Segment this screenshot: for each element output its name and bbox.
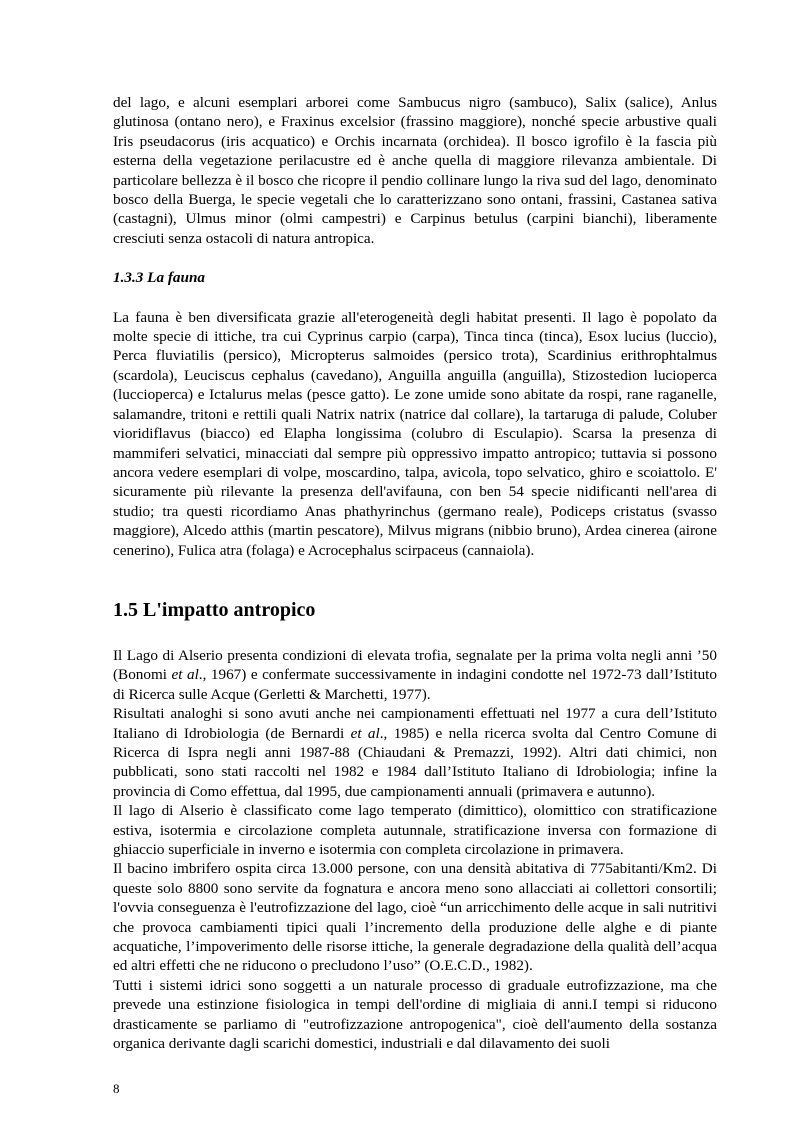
fauna-paragraph: La fauna è ben diversificata grazie all'eterogeneità degli habitat presenti. Il lago è popolato da molte specie di ittiche, tra cui Cyprinus carpio (carpa), Tinca tinca (tinca), Esox lucius (luccio), Perca fluviatilis (persico), Micropterus salmoides (persico trota), Scardinius erithrophtalmus (scardola), Leuciscus cephalus (cavedano), Anguilla anguilla (anguilla), Stizostedion lucioperca (luccioperca) e Ictalurus melas (pesce gatto). Le zone umide sono abitate da rospi, rane raganelle, salamandre, tritoni e rettili quali Natrix natrix (natrice dal collare), la tartaruga di palude, Coluber vioridiflavus (biacco) ed Elapha longissima (colubro di Esculapio). Scarsa la presenza di mammiferi selvatici, minacciati dal sempre più oppressivo impatto antropico; tuttavia si possono ancora vedere esemplari di volpe, moscardino, talpa, avicola, topo selvatico, ghiro e scoiattolo. E' sicuramente più rilevante la presenza dell'avifauna, con ben 54 specie nidificanti nell'area di studio; tra questi ricordiamo Anas phathyrinchus (germano reale), Podiceps cristatus (svasso maggiore), Alcedo atthis (martin pescatore), Milvus migrans (nibbio bruno), Ardea cinerea (airone cenerino), Fulica atra (folaga) e Acrocephalus scirpaceus (cannaiola). <box>113 308 717 559</box>
impatto-heading: 1.5 L'impatto antropico <box>113 598 316 621</box>
impatto-p2-text-b: ., 1985) e nella ricerca svolta dal Centro Comune di Ricerca di Ispra negli anni 1987-88 (Chiaudani & Premazzi, 1992). Altri dati chimici, non pubblicati, sono stati raccolti nel 1982 e 1984 dall’Istituto Italiano di Idrobiologia; infine la provincia di Como effettua, dal 1995, due campionamenti annuali (primavera e autunno). <box>113 724 718 800</box>
fauna-heading: 1.3.3 La fauna <box>113 269 205 287</box>
impatto-paragraph-1 <box>113 646 717 704</box>
continuation-paragraph: del lago, e alcuni esemplari arborei come Sambucus nigro (sambuco), Salix (salice), Anlus glutinosa (ontano nero), e Fraxinus excelsior (frassino maggiore), nonché specie arbustive quali Iris pseudacorus (iris acquatico) e Orchis incarnata (orchidea). Il bosco igrofilo è la fascia più esterna della vegetazione perilacustre ed è anche quella di maggiore rilevanza ambientale. Di particolare bellezza è il bosco che ricopre il pendio collinare lungo la riva sud del lago, denominato bosco della Buerga, le specie vegetali che lo caratterizzano sono ontani, frassini, Castanea sativa (castagni), Ulmus minor (olmi campestri) e Carpinus betulus (carpini bianchi), liberamente cresciuti senza ostacoli di natura antropica. <box>113 94 717 247</box>
impatto-paragraph-3: Il lago di Alserio è classificato come lago temperato (dimittico), olomittico con stratificazione estiva, isotermia e circolazione completa autunnale, stratificazione inversa con formazione di ghiaccio superficiale in inverno e isotermia con completa circolazione in primavera. <box>113 802 717 858</box>
page-content <box>113 93 717 1053</box>
impatto-p1-citation-etal: et al <box>171 666 199 684</box>
impatto-p1-text-a: Il Lago di Alserio presenta condizioni di elevata trofia, segnalate per la prima volta negli anni ’50 (Bonomi <box>113 646 717 684</box>
impatto-p2-text-a: Risultati analoghi si sono avuti anche nei campionamenti effettuati nel 1977 a cura dell’Istituto Italiano di Idrobiologia (de Bernardi <box>113 705 717 742</box>
impatto-paragraph-5: Tutti i sistemi idrici sono soggetti a un naturale processo di graduale eutrofizzazione, ma che prevede una estinzione fisiologica in tempi dell'ordine di migliaia di anni.I tempi si riducono drasticamente se parliamo di "eutrofizzazione antropogenica", cioè dell'aumento della sostanza organica derivante dagli scarichi domestici, industriali e dal dilavamento dei suoli <box>113 976 717 1053</box>
impatto-p1-text-b: ., 1967) e confermate successivamente in indagini condotte nel 1972-73 dall’Istituto di Ricerca sulle Acque (Gerletti & Marchetti, 1977). <box>113 666 717 703</box>
impatto-paragraph-4: Il bacino imbrifero ospita circa 13.000 persone, con una densità abitativa di 775abitanti/Km2. Di queste solo 8800 sono servite da fognatura e ancora meno sono allacciati ai collettori consortili; l'ovvia conseguenza è l'eutrofizzazione del lago, cioè “un arricchimento delle acque in sali nutritivi che provoca cambiamenti tipici quali l’incremento della produzione delle alghe e di piante acquatiche, l’impoverimento delle risorse ittiche, la generale degradazione della qualità dell’acqua ed altri effetti che ne riducono o precludono l’uso” (O.E.C.D., 1982). <box>113 860 717 975</box>
page-number: 8 <box>113 1081 120 1096</box>
impatto-p2-citation-etal: et al <box>350 724 380 742</box>
impatto-paragraph-2 <box>113 704 717 801</box>
